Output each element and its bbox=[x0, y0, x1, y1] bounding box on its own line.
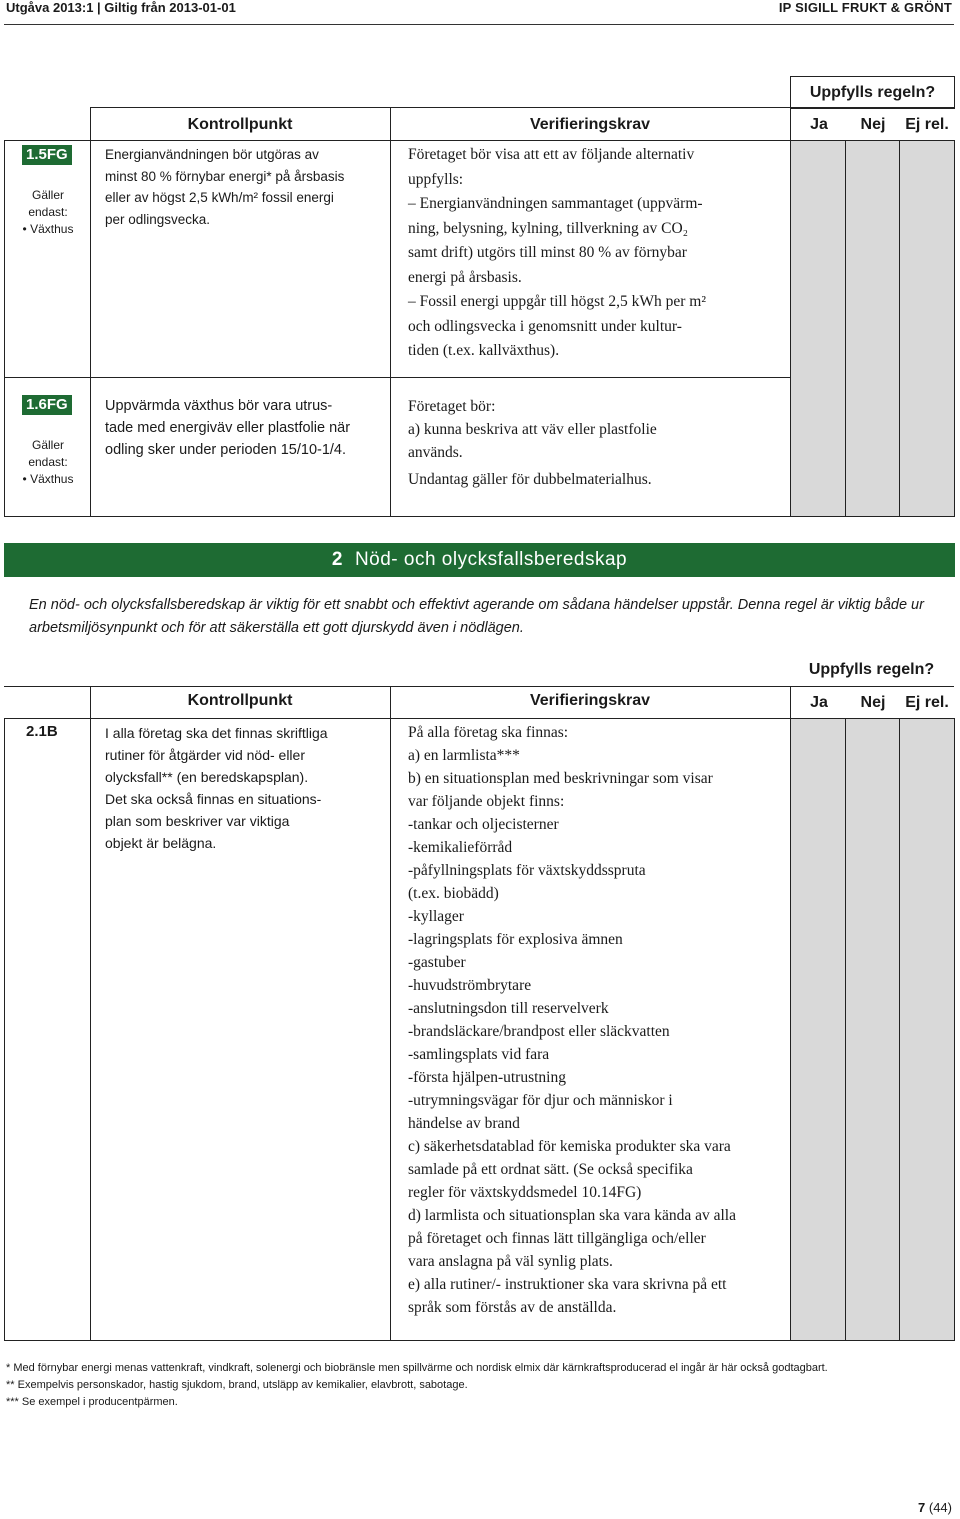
page-number: 7 (44) bbox=[918, 1500, 952, 1515]
nej-header: Nej bbox=[860, 694, 886, 711]
nej-header: Nej bbox=[860, 116, 886, 133]
header-divider bbox=[790, 107, 791, 140]
col-divider bbox=[845, 140, 846, 517]
rule-id: 2.1B bbox=[26, 723, 58, 740]
col-divider bbox=[390, 718, 391, 1341]
answer-area-grey bbox=[791, 719, 954, 1340]
verification-text: Företaget bör visa att ett av följande alternativ uppfylls: – Energianvändningen sammantaget (uppvärm- ning, belysning, kylning, tillverkning av CO₂ samt drift) utgörs till minst 80 % av förnybar energi på årsbasis. – Fossil energi uppgår till högst 2,5 kWh per m² och odlingsvecka i genomsnitt under kultur- tiden (t.ex. kallväxthus). bbox=[408, 146, 706, 359]
section-title: Nöd- och olycksfallsberedskap bbox=[354, 549, 628, 570]
ja-header: Ja bbox=[810, 116, 828, 133]
header-top-rule bbox=[90, 107, 954, 108]
rule-id-badge: 1.5FG bbox=[22, 145, 72, 165]
footnote: ** Exempelvis personskador, hastig sjukdom, brand, utsläpp av kemikalier, elavbrott, sabotage. bbox=[6, 1379, 468, 1391]
header-rule bbox=[4, 24, 954, 25]
applies-to: Gäller endast: • Växthus bbox=[22, 188, 74, 236]
footnote: *** Se exempel i producentpärmen. bbox=[6, 1396, 178, 1408]
col-divider bbox=[899, 718, 900, 1341]
section-intro: En nöd- och olycksfallsberedskap är viktig för ett snabbt och effektivt agerande om sådana händelser uppstår. Denna regel är viktig både ur arbetsmiljösynpunkt och för att säkerställa ett gott djurskydd även i nödlägen. bbox=[29, 597, 924, 636]
control-point-text: Uppvärmda växthus bör vara utrus- tade med energiväv eller plastfolie när odling sker under perioden 15/10-1/4. bbox=[105, 398, 351, 458]
header-divider bbox=[790, 686, 791, 718]
answer-area-grey bbox=[791, 141, 954, 516]
verifieringskrav-header: Verifieringskrav bbox=[529, 692, 651, 709]
uppfylls-header: Uppfylls regeln? bbox=[790, 654, 953, 685]
verification-text: Företaget bör: a) kunna beskriva att väv eller plastfolie används. Undantag gäller för dubbelmaterialhus. bbox=[408, 398, 657, 488]
footnote: * Med förnybar energi menas vattenkraft, vindkraft, solenergi och biobränsle men spillvärme och nordisk elmix där kärnkraftsproducerad el ingår är här också godtagbart. bbox=[6, 1362, 828, 1374]
rule-id-badge: 1.6FG bbox=[22, 395, 72, 415]
edition-label: Utgåva 2013:1 | Giltig från 2013-01-01 bbox=[6, 0, 236, 15]
section-number: 2 bbox=[331, 549, 343, 570]
kontrollpunkt-header: Kontrollpunkt bbox=[187, 692, 293, 709]
ja-header: Ja bbox=[810, 694, 828, 711]
ejrel-header: Ej rel. bbox=[905, 694, 949, 711]
control-point-text: I alla företag ska det finnas skriftliga rutiner för åtgärder vid nöd- eller olycksfall** (en beredskapsplan). Det ska också finnas en situations- plan som beskriver var viktiga objekt är belägna. bbox=[105, 725, 328, 851]
document-title: IP SIGILL FRUKT & GRÖNT bbox=[778, 0, 952, 15]
col-divider bbox=[90, 140, 91, 517]
col-divider bbox=[390, 140, 391, 517]
kontrollpunkt-header: Kontrollpunkt bbox=[187, 116, 293, 133]
section-heading bbox=[4, 543, 955, 577]
verification-text: På alla företag ska finnas: a) en larmlista*** b) en situationsplan med beskrivningar som visar var följande objekt finns: -tankar och oljecisterner -kemikalieförråd -påfyllningsplats för växtskyddsspruta (t.ex. biobädd) -kyllager -lagringsplats för explosiva ämnen -gastuber -huvudströmbrytare -anslutningsdon till reservelverk -brandsläckare/brandpost eller släckvatten -samlingsplats vid fara -första hjälpen-utrustning -utrymningsvägar för djur och människor i händelse av brand c) säkerhetsdatablad för kemiska produkter ska vara samlade på ett ordnat sätt. (Se också specifika regler för växtskyddsmedel 10.14FG) d) larmlista och situationsplan ska vara kända av alla på företaget och finnas lätt tillgängliga och/eller vara anslagna på väl synlig plats. e) alla rutiner/- instruktioner ska vara skrivna på ett språk som förstås av de anställda. bbox=[408, 724, 736, 1316]
ejrel-header: Ej rel. bbox=[905, 116, 949, 133]
uppfylls-header: Uppfylls regeln? bbox=[790, 76, 955, 109]
col-divider bbox=[899, 140, 900, 517]
verifieringskrav-header: Verifieringskrav bbox=[529, 116, 651, 133]
col-divider bbox=[845, 718, 846, 1341]
control-point-text: Energianvändningen bör utgöras av minst 80 % förnybar energi* på årsbasis eller av högst 2,5 kWh/m² fossil energi per odlingsvecka. bbox=[105, 147, 345, 227]
applies-to: Gäller endast: • Växthus bbox=[22, 438, 74, 486]
col-divider bbox=[90, 718, 91, 1341]
